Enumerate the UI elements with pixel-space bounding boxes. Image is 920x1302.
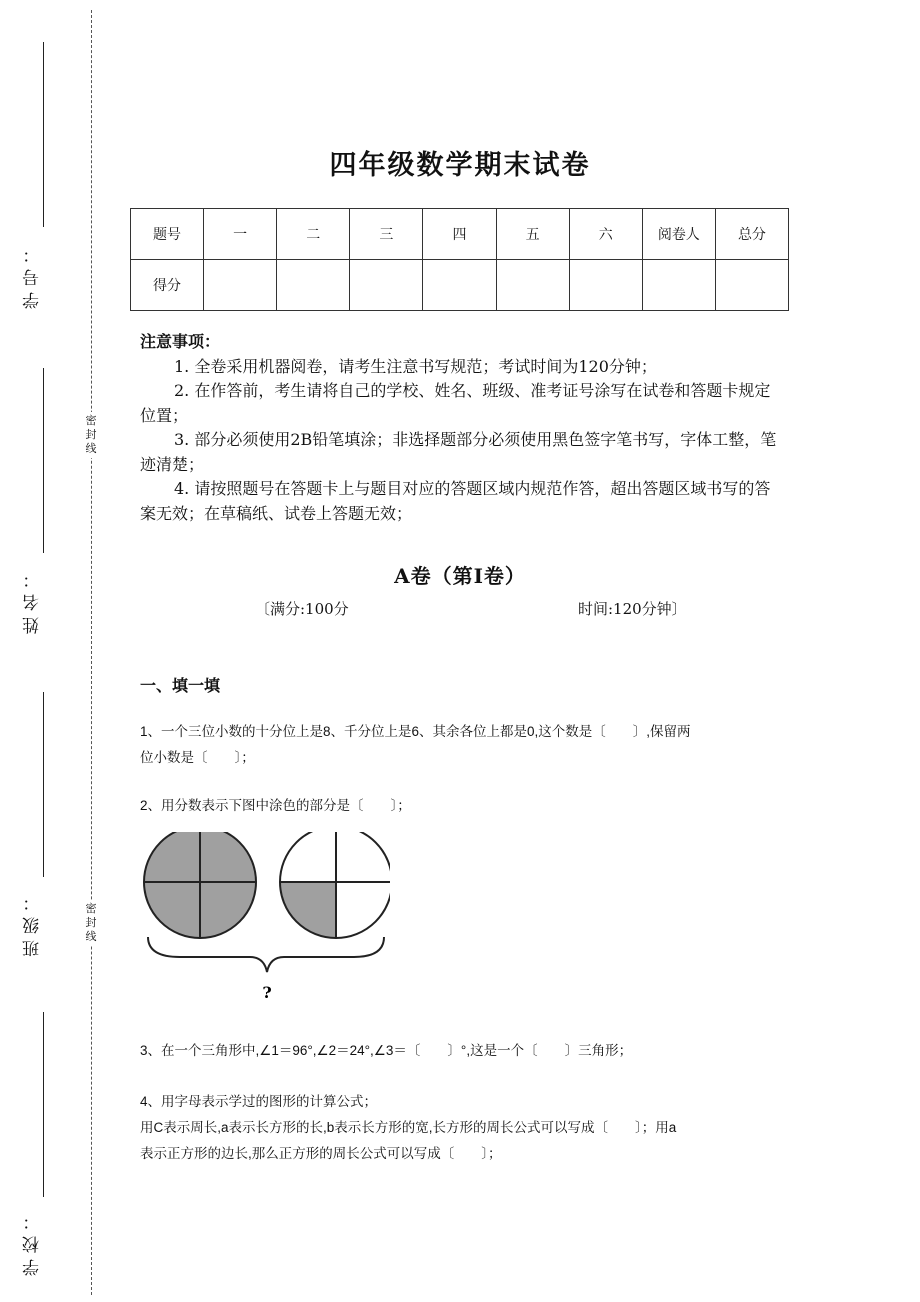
- section-title: 一、填一填: [140, 676, 221, 695]
- brace: [148, 937, 384, 972]
- header-cell: 题号: [131, 209, 204, 260]
- question-mark: ?: [262, 983, 272, 1002]
- notes-section: [140, 330, 785, 526]
- fraction-circles-figure: [140, 832, 390, 1007]
- volume-title: A卷（第I卷）: [394, 564, 526, 588]
- header-cell: 一: [204, 209, 277, 260]
- class-blank[interactable]: [43, 692, 44, 877]
- time-limit: 时间:120分钟〕: [578, 600, 687, 618]
- score-cell[interactable]: [642, 260, 715, 311]
- full-score: 〔满分:100分: [255, 600, 349, 618]
- name-blank[interactable]: [43, 368, 44, 553]
- school-label: 学校：: [23, 1207, 43, 1276]
- seal-text-top: 密 封 线: [84, 412, 98, 458]
- score-cell[interactable]: [204, 260, 277, 311]
- header-cell: 六: [569, 209, 642, 260]
- score-row-label: 得分: [131, 260, 204, 311]
- question-text: 4、用字母表示学过的图形的计算公式；: [140, 1094, 378, 1109]
- score-cell[interactable]: [423, 260, 496, 311]
- note-item: 3. 部分必须使用2B铅笔填涂；非选择题部分必须使用黑色签字笔书写，字体工整，笔迹清楚；: [140, 430, 777, 474]
- student-id-label: 学号：: [23, 240, 43, 309]
- score-cell[interactable]: [569, 260, 642, 311]
- header-cell: 二: [277, 209, 350, 260]
- name-label: 姓名：: [23, 565, 43, 634]
- seal-text-bottom: 密 封 线: [84, 900, 98, 946]
- question-text: 2、用分数表示下图中涂色的部分是〔 〕；: [140, 798, 411, 813]
- header-cell: 三: [350, 209, 423, 260]
- school-blank[interactable]: [43, 1012, 44, 1197]
- circle-right: [280, 832, 390, 938]
- question-text: 1、一个三位小数的十分位上是8、千分位上是6、其余各位上都是0,这个数是〔 〕,保留两: [140, 724, 691, 739]
- circle-left: [144, 832, 256, 938]
- question-text: 用C表示周长,a表示长方形的长,b表示长方形的宽,长方形的周长公式可以写成〔 〕；用a: [140, 1120, 677, 1135]
- note-item: 4. 请按照题号在答题卡上与题目对应的答题区域内规范作答，超出答题区域书写的答案无效；在草稿纸、试卷上答题无效；: [140, 479, 771, 523]
- question-2: [140, 793, 785, 819]
- header-cell: 总分: [715, 209, 788, 260]
- page-title: 四年级数学期末试卷: [329, 150, 591, 181]
- header-cell: 四: [423, 209, 496, 260]
- score-table-header-row: [131, 209, 789, 260]
- binding-margin: [0, 0, 100, 1302]
- notes-heading: 注意事项：: [140, 332, 221, 351]
- question-1: [140, 719, 785, 771]
- score-table-score-row: [131, 260, 789, 311]
- seal-dashed-line: [91, 10, 92, 1295]
- question-4: [140, 1089, 785, 1167]
- score-cell[interactable]: [277, 260, 350, 311]
- question-text: 位小数是〔 〕；: [140, 750, 255, 765]
- score-cell[interactable]: [715, 260, 788, 311]
- header-cell: 阅卷人: [642, 209, 715, 260]
- class-label: 班级：: [23, 888, 43, 957]
- question-3: [140, 1038, 785, 1064]
- question-text: 3、在一个三角形中,∠1＝96°,∠2＝24°,∠3＝〔 〕°,这是一个〔 〕三角形；: [140, 1043, 633, 1058]
- note-item: 2. 在作答前，考生请将自己的学校、姓名、班级、准考证号涂写在试卷和答题卡规定位置；: [140, 381, 771, 425]
- note-item: 1. 全卷采用机器阅卷，请考生注意书写规范；考试时间为120分钟；: [174, 356, 657, 376]
- student-id-blank[interactable]: [43, 42, 44, 227]
- score-table: [130, 208, 789, 311]
- score-cell[interactable]: [496, 260, 569, 311]
- header-cell: 五: [496, 209, 569, 260]
- question-text: 表示正方形的边长,那么正方形的周长公式可以写成〔 〕；: [140, 1146, 502, 1161]
- score-cell[interactable]: [350, 260, 423, 311]
